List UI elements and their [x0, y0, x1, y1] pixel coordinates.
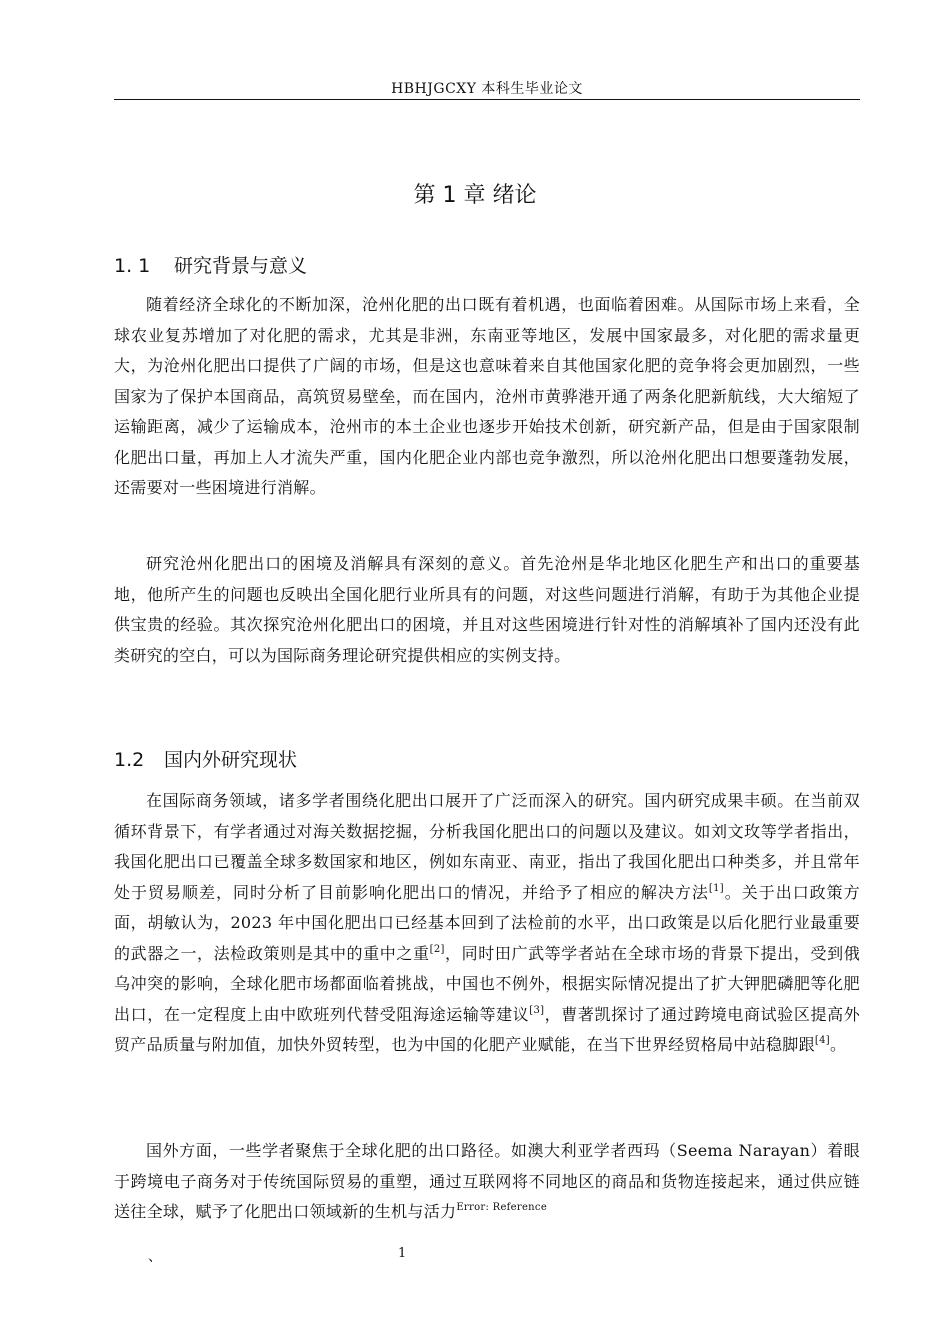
section-heading-1-2: [114, 745, 297, 772]
text-run: 。: [829, 1035, 847, 1054]
text-run: 。关于出口政策方面，胡敏认为，2023 年中国化肥出口已经基本回到了法检前的水平，出口政策是以后化肥行业最重要的武器之一，法检政策则是其中的重中之重: [114, 882, 860, 963]
section-title: 国内外研究现状: [164, 749, 298, 771]
citation-3[interactable]: [3]: [529, 1004, 545, 1016]
paragraph-background-2: 研究沧州化肥出口的困境及消解具有深刻的意义。首先沧州是华北地区化肥生产和出口的重要基地，他所产生的问题也反映出全国化肥行业所具有的问题，对这些问题进行消解，有助于为其他企业提供宝贵的经验。其次探究沧州化肥出口的困境，并且对这些困境进行针对性的消解填补了国内还没有此类研究的空白，可以为国际商务理论研究提供相应的实例支持。: [114, 554, 860, 665]
text-run: 在国际商务领域，诸多学者围绕化肥出口展开了广泛而深入的研究。国内研究成果丰硕。在当前双循环背景下，有学者通过对海关数据挖掘，分析我国化肥出口的问题以及建议。如刘文玫等学者指出，我国化肥出口已覆盖全球多数国家和地区，例如东南亚、南亚，指出了我国化肥出口种类多，并且常年处于贸易顺差，同时分析了目前影响化肥出口的情况，并给予了相应的解决方法: [114, 791, 860, 902]
paragraph-literature-domestic: [114, 786, 860, 1061]
page-number: 1: [398, 1246, 407, 1261]
section-title: 研究背景与意义: [174, 255, 308, 277]
text-run: 国外方面，一些学者聚焦于全球化肥的出口路径。如澳大利亚学者西玛（Seema Narayan）着眼于跨境电子商务对于传统国际贸易的重塑，通过互联网将不同地区的商品和货物连接起来，通过供应链送往全球，赋予了化肥出口领域新的生机与活力: [114, 1141, 860, 1221]
chapter-title: 第 1 章 绪论: [413, 183, 537, 208]
paragraph-literature-foreign: [114, 1136, 860, 1228]
header-divider: [114, 99, 860, 100]
citation-2[interactable]: [2]: [429, 943, 445, 955]
text-run: ，同时田广武等学者站在全球市场的背景下提出，受到俄乌冲突的影响，全球化肥市场都面临着挑战，中国也不例外，根据实际情况提出了扩大钾肥磷肥等化肥出口，在一定程度上由中欧班列代替受阻海途运输等建议: [114, 943, 860, 1024]
reference-error: Error: Reference: [456, 1202, 548, 1213]
paragraph-background-1: 随着经济全球化的不断加深，沧州化肥的出口既有着机遇，也面临着困难。从国际市场上来看，全球农业复苏增加了对化肥的需求，尤其是非洲，东南亚等地区，发展中国家最多，对化肥的需求量更大，为沧州化肥出口提供了广阔的市场，但是这也意味着来自其他国家化肥的竞争将会更加剧烈，一些国家为了保护本国商品，高筑贸易壁垒，而在国内，沧州市黄骅港开通了两条化肥新航线，大大缩短了运输距离，减少了运输成本，沧州市的本土企业也逐步开始技术创新，研究新产品，但是由于国家限制化肥出口量，再加上人才流失严重，国内化肥企业内部也竞争激烈，所以沧州化肥出口想要蓬勃发展，还需要对一些困境进行消解。: [114, 295, 860, 497]
citation-1[interactable]: [1]: [708, 882, 724, 894]
running-header: HBHJGCXY 本科生毕业论文: [391, 81, 583, 97]
section-number: 1. 1: [114, 255, 151, 277]
footer-mark: 、: [148, 1249, 162, 1265]
section-heading-1-1: [114, 251, 307, 278]
citation-4[interactable]: [4]: [814, 1035, 830, 1046]
text-run: ，曹著凯探讨了通过跨境电商试验区提高外贸产品质量与附加值，加快外贸转型，也为中国的化肥产业赋能，在当下世界经贸格局中站稳脚跟: [114, 1004, 860, 1054]
section-number: 1.2: [114, 749, 145, 771]
